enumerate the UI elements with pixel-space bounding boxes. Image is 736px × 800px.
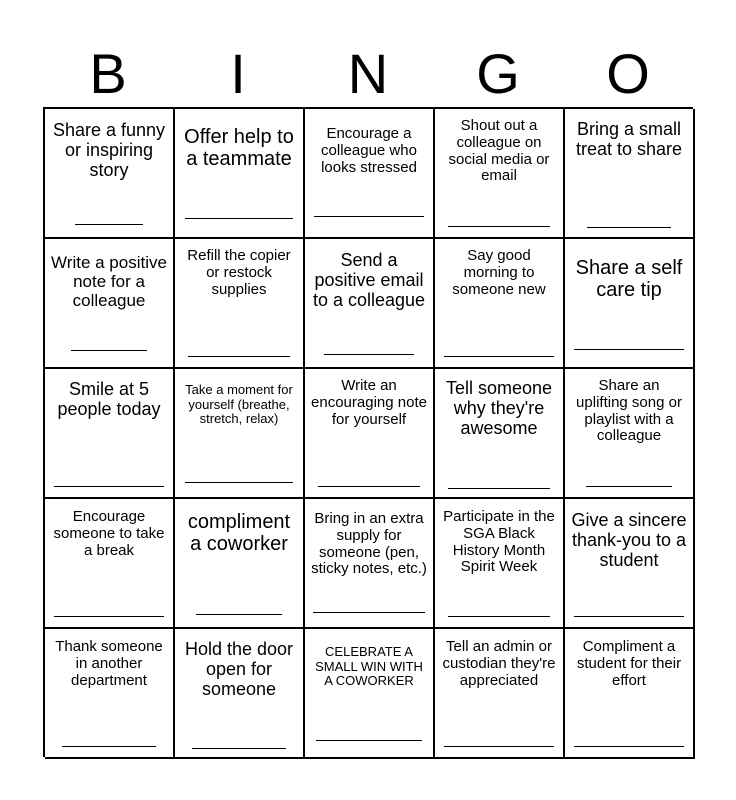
- bingo-cell[interactable]: [45, 629, 175, 759]
- blank-line: [314, 216, 424, 217]
- cell-text: Say good morning to someone new: [452, 247, 546, 298]
- bingo-cell[interactable]: [565, 239, 695, 369]
- bingo-cell[interactable]: [435, 109, 565, 239]
- bingo-cell[interactable]: [175, 499, 305, 629]
- bingo-cell[interactable]: [435, 629, 565, 759]
- bingo-cell[interactable]: [45, 499, 175, 629]
- blank-line: [62, 746, 156, 747]
- bingo-cell[interactable]: [565, 109, 695, 239]
- bingo-cell[interactable]: [435, 499, 565, 629]
- bingo-cell[interactable]: [305, 369, 435, 499]
- bingo-cell[interactable]: [175, 629, 305, 759]
- cell-text: Offer help to a teammate: [184, 126, 294, 171]
- cell-text: Refill the copier or restock supplies: [187, 247, 291, 298]
- cell-text: Share an uplifting song or playlist with a colleague: [576, 377, 682, 445]
- blank-line: [586, 486, 672, 487]
- cell-text: Shout out a colleague on social media or email: [448, 117, 550, 185]
- bingo-header: [43, 40, 693, 108]
- cell-text: Smile at 5 people today: [57, 379, 161, 420]
- bingo-cell[interactable]: [305, 239, 435, 369]
- header-letter-n: N: [347, 42, 389, 105]
- blank-line: [324, 354, 414, 355]
- header-letter-i: I: [230, 42, 246, 105]
- cell-text: Participate in the SGA Black History Month Spirit Week: [443, 508, 555, 576]
- bingo-cell[interactable]: [45, 369, 175, 499]
- blank-line: [444, 746, 554, 747]
- blank-line: [318, 486, 420, 487]
- blank-line: [444, 356, 554, 357]
- blank-line: [188, 356, 290, 357]
- cell-text: Write an encouraging note for yourself: [311, 377, 427, 428]
- bingo-cell[interactable]: [45, 239, 175, 369]
- cell-text: Give a sincere thank-you to a student: [571, 510, 687, 571]
- blank-line: [587, 227, 671, 228]
- cell-text: Hold the door open for someone: [184, 639, 294, 700]
- blank-line: [185, 218, 293, 219]
- header-letter-o: O: [606, 42, 650, 105]
- blank-line: [448, 616, 550, 617]
- bingo-cell[interactable]: [175, 239, 305, 369]
- blank-line: [54, 486, 164, 487]
- bingo-cell[interactable]: [435, 369, 565, 499]
- cell-text: Compliment a student for their effort: [576, 638, 682, 689]
- blank-line: [192, 748, 286, 749]
- bingo-cell[interactable]: [45, 109, 175, 239]
- blank-line: [574, 616, 684, 617]
- bingo-cell[interactable]: [305, 629, 435, 759]
- blank-line: [448, 226, 550, 227]
- cell-text: Take a moment for yourself (breathe, stretch, relax): [185, 382, 293, 427]
- blank-line: [71, 350, 147, 351]
- cell-text: Send a positive email to a colleague: [312, 250, 426, 311]
- bingo-grid: [43, 107, 693, 757]
- cell-text: Encourage a colleague who looks stressed: [321, 125, 417, 176]
- cell-text: CELEBRATE A SMALL WIN WITH A COWORKER: [315, 644, 423, 689]
- blank-line: [316, 740, 422, 741]
- cell-text: Tell someone why they're awesome: [445, 378, 553, 439]
- blank-line: [574, 349, 684, 350]
- cell-text: compliment a coworker: [187, 511, 291, 556]
- cell-text: Bring in an extra supply for someone (pen, sticky notes, etc.): [311, 510, 427, 578]
- cell-text: Share a self care tip: [575, 257, 683, 302]
- bingo-cell[interactable]: [175, 109, 305, 239]
- bingo-cell[interactable]: [305, 499, 435, 629]
- bingo-cell[interactable]: [565, 369, 695, 499]
- cell-text: Tell an admin or custodian they're appreciated: [442, 638, 556, 689]
- blank-line: [196, 614, 282, 615]
- cell-text: Write a positive note for a colleague: [51, 253, 167, 311]
- blank-line: [185, 482, 293, 483]
- bingo-cell[interactable]: [565, 629, 695, 759]
- header-letter-b: B: [89, 42, 127, 105]
- blank-line: [574, 746, 684, 747]
- cell-text: Thank someone in another department: [55, 638, 163, 689]
- cell-text: Share a funny or inspiring story: [52, 120, 166, 181]
- bingo-cell[interactable]: [175, 369, 305, 499]
- blank-line: [313, 612, 425, 613]
- cell-text: Encourage someone to take a break: [53, 508, 165, 559]
- blank-line: [448, 488, 550, 489]
- bingo-cell[interactable]: [305, 109, 435, 239]
- header-letter-g: G: [476, 42, 520, 105]
- bingo-cell[interactable]: [435, 239, 565, 369]
- bingo-cell[interactable]: [565, 499, 695, 629]
- blank-line: [54, 616, 164, 617]
- blank-line: [75, 224, 143, 225]
- cell-text: Bring a small treat to share: [575, 119, 683, 160]
